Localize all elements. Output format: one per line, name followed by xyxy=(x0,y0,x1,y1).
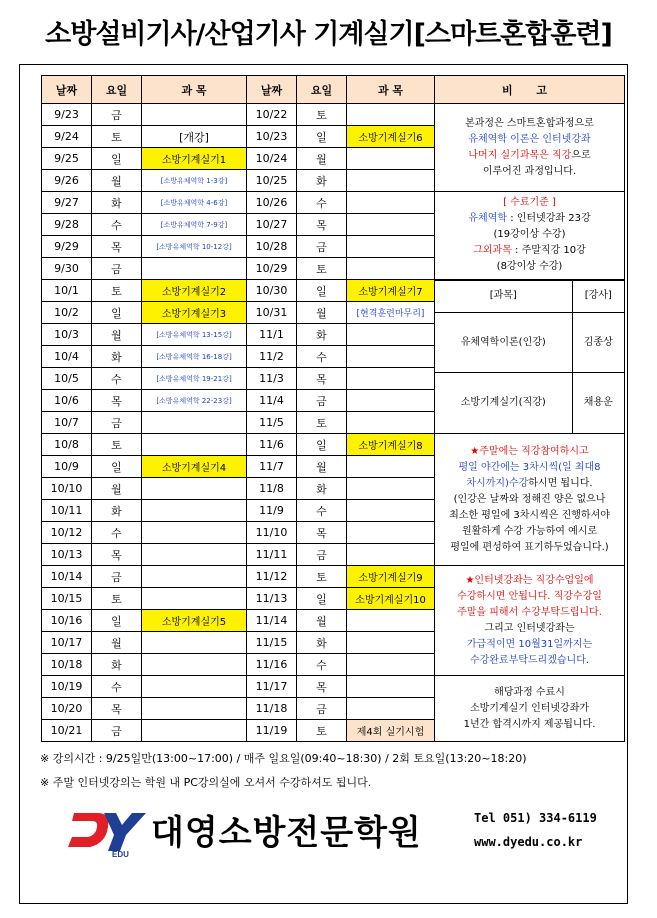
subject-cell xyxy=(142,698,247,720)
date-cell: 11/9 xyxy=(247,500,297,522)
day-cell: 금 xyxy=(297,698,347,720)
subject-cell xyxy=(347,368,435,390)
subject-cell xyxy=(347,390,435,412)
subject-cell: 소방기계실기4 xyxy=(142,456,247,478)
header-day-2: 요일 xyxy=(297,76,347,104)
date-cell: 9/24 xyxy=(42,126,92,148)
date-cell: 10/19 xyxy=(42,676,92,698)
day-cell: 수 xyxy=(297,654,347,676)
day-cell: 토 xyxy=(297,412,347,434)
day-cell: 토 xyxy=(297,720,347,742)
subject-cell xyxy=(347,104,435,126)
subject-cell xyxy=(347,478,435,500)
date-cell: 9/25 xyxy=(42,148,92,170)
note-weekend xyxy=(435,434,625,566)
day-cell: 일 xyxy=(297,434,347,456)
table-row xyxy=(42,434,625,456)
table-row xyxy=(42,676,625,698)
logo-edu-text: EDU xyxy=(112,850,129,857)
date-cell: 11/18 xyxy=(247,698,297,720)
instructor-name: 김종상 xyxy=(572,313,624,373)
subject-cell xyxy=(142,676,247,698)
subject-cell xyxy=(347,654,435,676)
subject-cell xyxy=(347,258,435,280)
subject-cell: [소방유체역학 7-9강] xyxy=(142,214,247,236)
day-cell: 월 xyxy=(297,610,347,632)
date-cell: 11/4 xyxy=(247,390,297,412)
day-cell: 일 xyxy=(92,148,142,170)
date-cell: 11/17 xyxy=(247,676,297,698)
note-line: ★주말에는 직강참여하시고 xyxy=(470,445,589,457)
subject-cell xyxy=(142,412,247,434)
day-cell: 화 xyxy=(92,346,142,368)
note-completion xyxy=(435,192,625,280)
subject-cell: 소방기계실기8 xyxy=(347,434,435,456)
day-cell: 수 xyxy=(92,676,142,698)
note-line: 주말을 피해서 수강부탁드립니다. xyxy=(457,606,602,618)
subject-cell xyxy=(142,500,247,522)
note-line: 평일에 편성하여 표기하두었습니다.) xyxy=(450,541,609,553)
table-row xyxy=(42,104,625,126)
note-line: 가급적이면 10월31일까지는 xyxy=(466,638,593,650)
date-cell: 11/3 xyxy=(247,368,297,390)
day-cell: 화 xyxy=(297,170,347,192)
subject-cell xyxy=(347,148,435,170)
subject-cell xyxy=(142,654,247,676)
note-line: 평일 야간에는 3차시씩(일 최대8 xyxy=(458,461,601,473)
date-cell: 10/6 xyxy=(42,390,92,412)
day-cell: 수 xyxy=(297,346,347,368)
table-row xyxy=(42,192,625,214)
date-cell: 10/22 xyxy=(247,104,297,126)
instructor-subject: 소방기계실기(직강) xyxy=(435,373,572,433)
subject-cell xyxy=(142,258,247,280)
note-span: 하시면 됩니다. xyxy=(528,477,593,489)
date-cell: 11/1 xyxy=(247,324,297,346)
date-cell: 10/23 xyxy=(247,126,297,148)
day-cell: 금 xyxy=(92,720,142,742)
date-cell: 9/26 xyxy=(42,170,92,192)
note-line: [ 수료기준 ] xyxy=(503,197,556,209)
date-cell: 10/26 xyxy=(247,192,297,214)
subject-cell xyxy=(347,522,435,544)
date-cell: 10/13 xyxy=(42,544,92,566)
note-span: 유체역학 xyxy=(468,213,508,225)
subject-cell xyxy=(347,632,435,654)
subject-cell xyxy=(347,544,435,566)
instructor-subject: 유체역학이론(인강) xyxy=(435,313,572,373)
date-cell: 10/4 xyxy=(42,346,92,368)
day-cell: 일 xyxy=(297,126,347,148)
note-line: 이루어진 과정입니다. xyxy=(482,165,577,177)
day-cell: 월 xyxy=(297,302,347,324)
date-cell: 9/23 xyxy=(42,104,92,126)
day-cell: 월 xyxy=(92,324,142,346)
date-cell: 10/24 xyxy=(247,148,297,170)
date-cell: 11/11 xyxy=(247,544,297,566)
day-cell: 수 xyxy=(297,500,347,522)
instructor-header-teacher: [강사] xyxy=(572,281,624,313)
note-span: 으로 xyxy=(571,149,591,161)
instructor-table xyxy=(435,281,624,434)
date-cell: 10/12 xyxy=(42,522,92,544)
subject-cell xyxy=(142,434,247,456)
subject-cell xyxy=(347,610,435,632)
day-cell: 월 xyxy=(297,148,347,170)
subject-cell: 소방기계실기5 xyxy=(142,610,247,632)
day-cell: 일 xyxy=(297,280,347,302)
date-cell: 9/30 xyxy=(42,258,92,280)
date-cell: 11/7 xyxy=(247,456,297,478)
date-cell: 11/15 xyxy=(247,632,297,654)
date-cell: 10/27 xyxy=(247,214,297,236)
day-cell: 월 xyxy=(297,456,347,478)
day-cell: 수 xyxy=(297,192,347,214)
note-intro xyxy=(435,104,625,192)
subject-cell xyxy=(142,544,247,566)
note-line: (8강이상 수강) xyxy=(496,261,563,273)
subject-cell xyxy=(347,698,435,720)
day-cell: 목 xyxy=(297,522,347,544)
subject-cell xyxy=(142,104,247,126)
subject-cell xyxy=(142,632,247,654)
date-cell: 10/20 xyxy=(42,698,92,720)
day-cell: 토 xyxy=(92,588,142,610)
date-cell: 10/11 xyxy=(42,500,92,522)
day-cell: 목 xyxy=(92,236,142,258)
page-title: 소방설비기사/산업기사 기계실기[스마트혼합훈련] xyxy=(45,19,612,50)
schedule-table xyxy=(41,75,625,742)
date-cell: 11/2 xyxy=(247,346,297,368)
subject-cell: [소방유체역학 13-15강] xyxy=(142,324,247,346)
subject-cell: [소방유체역학 10-12강] xyxy=(142,236,247,258)
date-cell: 9/28 xyxy=(42,214,92,236)
day-cell: 목 xyxy=(92,544,142,566)
note-line: 소방기계실기 인터넷강좌가 xyxy=(469,702,590,714)
academy-logo-icon xyxy=(64,807,148,857)
subject-cell xyxy=(347,170,435,192)
subject-cell xyxy=(347,236,435,258)
lecture-time: ※ 강의시간 : 9/25일만(13:00~17:00) / 매주 일요일(09:40~18:30) / 2회 토요일(13:20~18:20) xyxy=(40,752,527,765)
subject-cell xyxy=(347,676,435,698)
note-line: 유체역학 이론은 인터넷강좌 xyxy=(468,133,591,145)
day-cell: 토 xyxy=(92,434,142,456)
note-span: : 인터넷강좌 23강 xyxy=(507,213,591,225)
day-cell: 수 xyxy=(92,368,142,390)
date-cell: 10/30 xyxy=(247,280,297,302)
date-cell: 11/19 xyxy=(247,720,297,742)
day-cell: 화 xyxy=(92,500,142,522)
note-line: 수강하시면 안됩니다. 직강수강일 xyxy=(457,590,602,602)
day-cell: 일 xyxy=(92,610,142,632)
note-line: (19강이상 수강) xyxy=(493,229,566,241)
subject-cell xyxy=(347,192,435,214)
subject-cell: 소방기계실기7 xyxy=(347,280,435,302)
subject-cell xyxy=(142,522,247,544)
date-cell: 11/10 xyxy=(247,522,297,544)
note-line: 수강완료부탁드리겠습니다. xyxy=(469,654,590,666)
day-cell: 목 xyxy=(297,368,347,390)
subject-cell: 소방기계실기3 xyxy=(142,302,247,324)
date-cell: 10/16 xyxy=(42,610,92,632)
day-cell: 금 xyxy=(297,544,347,566)
day-cell: 목 xyxy=(92,698,142,720)
date-cell: 10/5 xyxy=(42,368,92,390)
subject-cell: [개강] xyxy=(142,126,247,148)
date-cell: 11/16 xyxy=(247,654,297,676)
day-cell: 목 xyxy=(297,214,347,236)
day-cell: 목 xyxy=(92,390,142,412)
day-cell: 금 xyxy=(297,390,347,412)
note-line: (인강은 날짜와 정해진 양은 없으나 xyxy=(453,493,606,505)
subject-cell: 소방기계실기6 xyxy=(347,126,435,148)
day-cell: 금 xyxy=(92,412,142,434)
note-instructors xyxy=(435,280,625,434)
day-cell: 목 xyxy=(297,676,347,698)
day-cell: 수 xyxy=(92,522,142,544)
date-cell: 10/7 xyxy=(42,412,92,434)
date-cell: 10/9 xyxy=(42,456,92,478)
day-cell: 금 xyxy=(92,566,142,588)
date-cell: 10/10 xyxy=(42,478,92,500)
date-cell: 11/13 xyxy=(247,588,297,610)
subject-cell xyxy=(347,346,435,368)
date-cell: 11/8 xyxy=(247,478,297,500)
table-header-row xyxy=(42,76,625,104)
day-cell: 금 xyxy=(92,104,142,126)
date-cell: 10/17 xyxy=(42,632,92,654)
day-cell: 토 xyxy=(92,280,142,302)
date-cell: 10/15 xyxy=(42,588,92,610)
subject-cell: 소방기계실기10 xyxy=(347,588,435,610)
day-cell: 토 xyxy=(297,258,347,280)
day-cell: 토 xyxy=(92,126,142,148)
note-line: 그리고 인터넷강좌는 xyxy=(484,622,575,634)
day-cell: 월 xyxy=(92,170,142,192)
subject-cell: 제4회 실기시험 xyxy=(347,720,435,742)
note-line: 해당과정 수료시 xyxy=(494,686,565,698)
note-span: 나머지 실기과목은 직강 xyxy=(468,149,572,161)
note-span: 그외과목 xyxy=(473,245,512,257)
subject-cell: 소방기계실기1 xyxy=(142,148,247,170)
subject-cell xyxy=(142,478,247,500)
date-cell: 11/14 xyxy=(247,610,297,632)
date-cell: 10/31 xyxy=(247,302,297,324)
date-cell: 9/29 xyxy=(42,236,92,258)
date-cell: 10/3 xyxy=(42,324,92,346)
header-subject-2: 과 목 xyxy=(347,76,435,104)
subject-cell xyxy=(347,324,435,346)
header-day: 요일 xyxy=(92,76,142,104)
day-cell: 화 xyxy=(297,324,347,346)
header-subject: 과 목 xyxy=(142,76,247,104)
table-row xyxy=(42,280,625,302)
day-cell: 월 xyxy=(92,478,142,500)
day-cell: 화 xyxy=(297,478,347,500)
subject-cell xyxy=(347,456,435,478)
subject-cell: [소방유체역학 1-3강] xyxy=(142,170,247,192)
date-cell: 9/27 xyxy=(42,192,92,214)
day-cell: 일 xyxy=(92,302,142,324)
phone-number: Tel 051) 334-6119 xyxy=(474,811,597,825)
academy-name: 대영소방전문학원 xyxy=(151,813,422,853)
day-cell: 일 xyxy=(92,456,142,478)
day-cell: 화 xyxy=(92,654,142,676)
day-cell: 월 xyxy=(92,632,142,654)
instructor-name: 채용운 xyxy=(572,373,624,433)
note-line: 1년간 합격시까지 제공됩니다. xyxy=(463,718,596,730)
note-line: 원활하게 수강 가능하여 예시로 xyxy=(461,525,598,537)
date-cell: 10/2 xyxy=(42,302,92,324)
day-cell: 화 xyxy=(92,192,142,214)
instructor-header-subject: [과목] xyxy=(435,281,572,313)
subject-cell: 소방기계실기2 xyxy=(142,280,247,302)
date-cell: 10/18 xyxy=(42,654,92,676)
day-cell: 금 xyxy=(297,236,347,258)
notice-text: ※ 주말 인터넷강의는 학원 내 PC강의실에 오셔서 수강하셔도 됩니다. xyxy=(40,776,372,789)
subject-cell: [소방유체역학 4-6강] xyxy=(142,192,247,214)
date-cell: 10/14 xyxy=(42,566,92,588)
date-cell: 11/6 xyxy=(247,434,297,456)
day-cell: 화 xyxy=(297,632,347,654)
subject-cell xyxy=(142,588,247,610)
day-cell: 토 xyxy=(297,566,347,588)
date-cell: 10/25 xyxy=(247,170,297,192)
website-link[interactable]: www.dyedu.co.kr xyxy=(474,835,583,849)
note-certificate xyxy=(435,676,625,742)
subject-cell: 소방기계실기9 xyxy=(347,566,435,588)
note-line: 최소한 평일에 3차시씩은 진행하셔야 xyxy=(449,509,610,521)
note-span: : 주말직강 10강 xyxy=(511,245,586,257)
subject-cell: [현격훈련마무리] xyxy=(347,302,435,324)
date-cell: 10/21 xyxy=(42,720,92,742)
subject-cell: [소방유체역학 22-23강] xyxy=(142,390,247,412)
header-date-2: 날짜 xyxy=(247,76,297,104)
subject-cell xyxy=(142,566,247,588)
date-cell: 10/8 xyxy=(42,434,92,456)
note-span: 차시까지)수강 xyxy=(466,477,529,489)
header-date: 날짜 xyxy=(42,76,92,104)
note-internet xyxy=(435,566,625,676)
subject-cell xyxy=(142,720,247,742)
date-cell: 11/12 xyxy=(247,566,297,588)
day-cell: 수 xyxy=(92,214,142,236)
header-note: 비 고 xyxy=(435,76,625,104)
date-cell: 10/1 xyxy=(42,280,92,302)
subject-cell xyxy=(347,500,435,522)
day-cell: 금 xyxy=(92,258,142,280)
date-cell: 10/29 xyxy=(247,258,297,280)
subject-cell: [소방유체역학 19-21강] xyxy=(142,368,247,390)
day-cell: 일 xyxy=(297,588,347,610)
subject-cell xyxy=(347,412,435,434)
day-cell: 토 xyxy=(297,104,347,126)
subject-cell xyxy=(347,214,435,236)
subject-cell: [소방유체역학 16-18강] xyxy=(142,346,247,368)
note-line: ★인터넷강좌는 직강수업일에 xyxy=(465,574,594,586)
table-row xyxy=(42,566,625,588)
date-cell: 10/28 xyxy=(247,236,297,258)
date-cell: 11/5 xyxy=(247,412,297,434)
note-line: 본과정은 스마트혼합과정으로 xyxy=(465,117,594,129)
